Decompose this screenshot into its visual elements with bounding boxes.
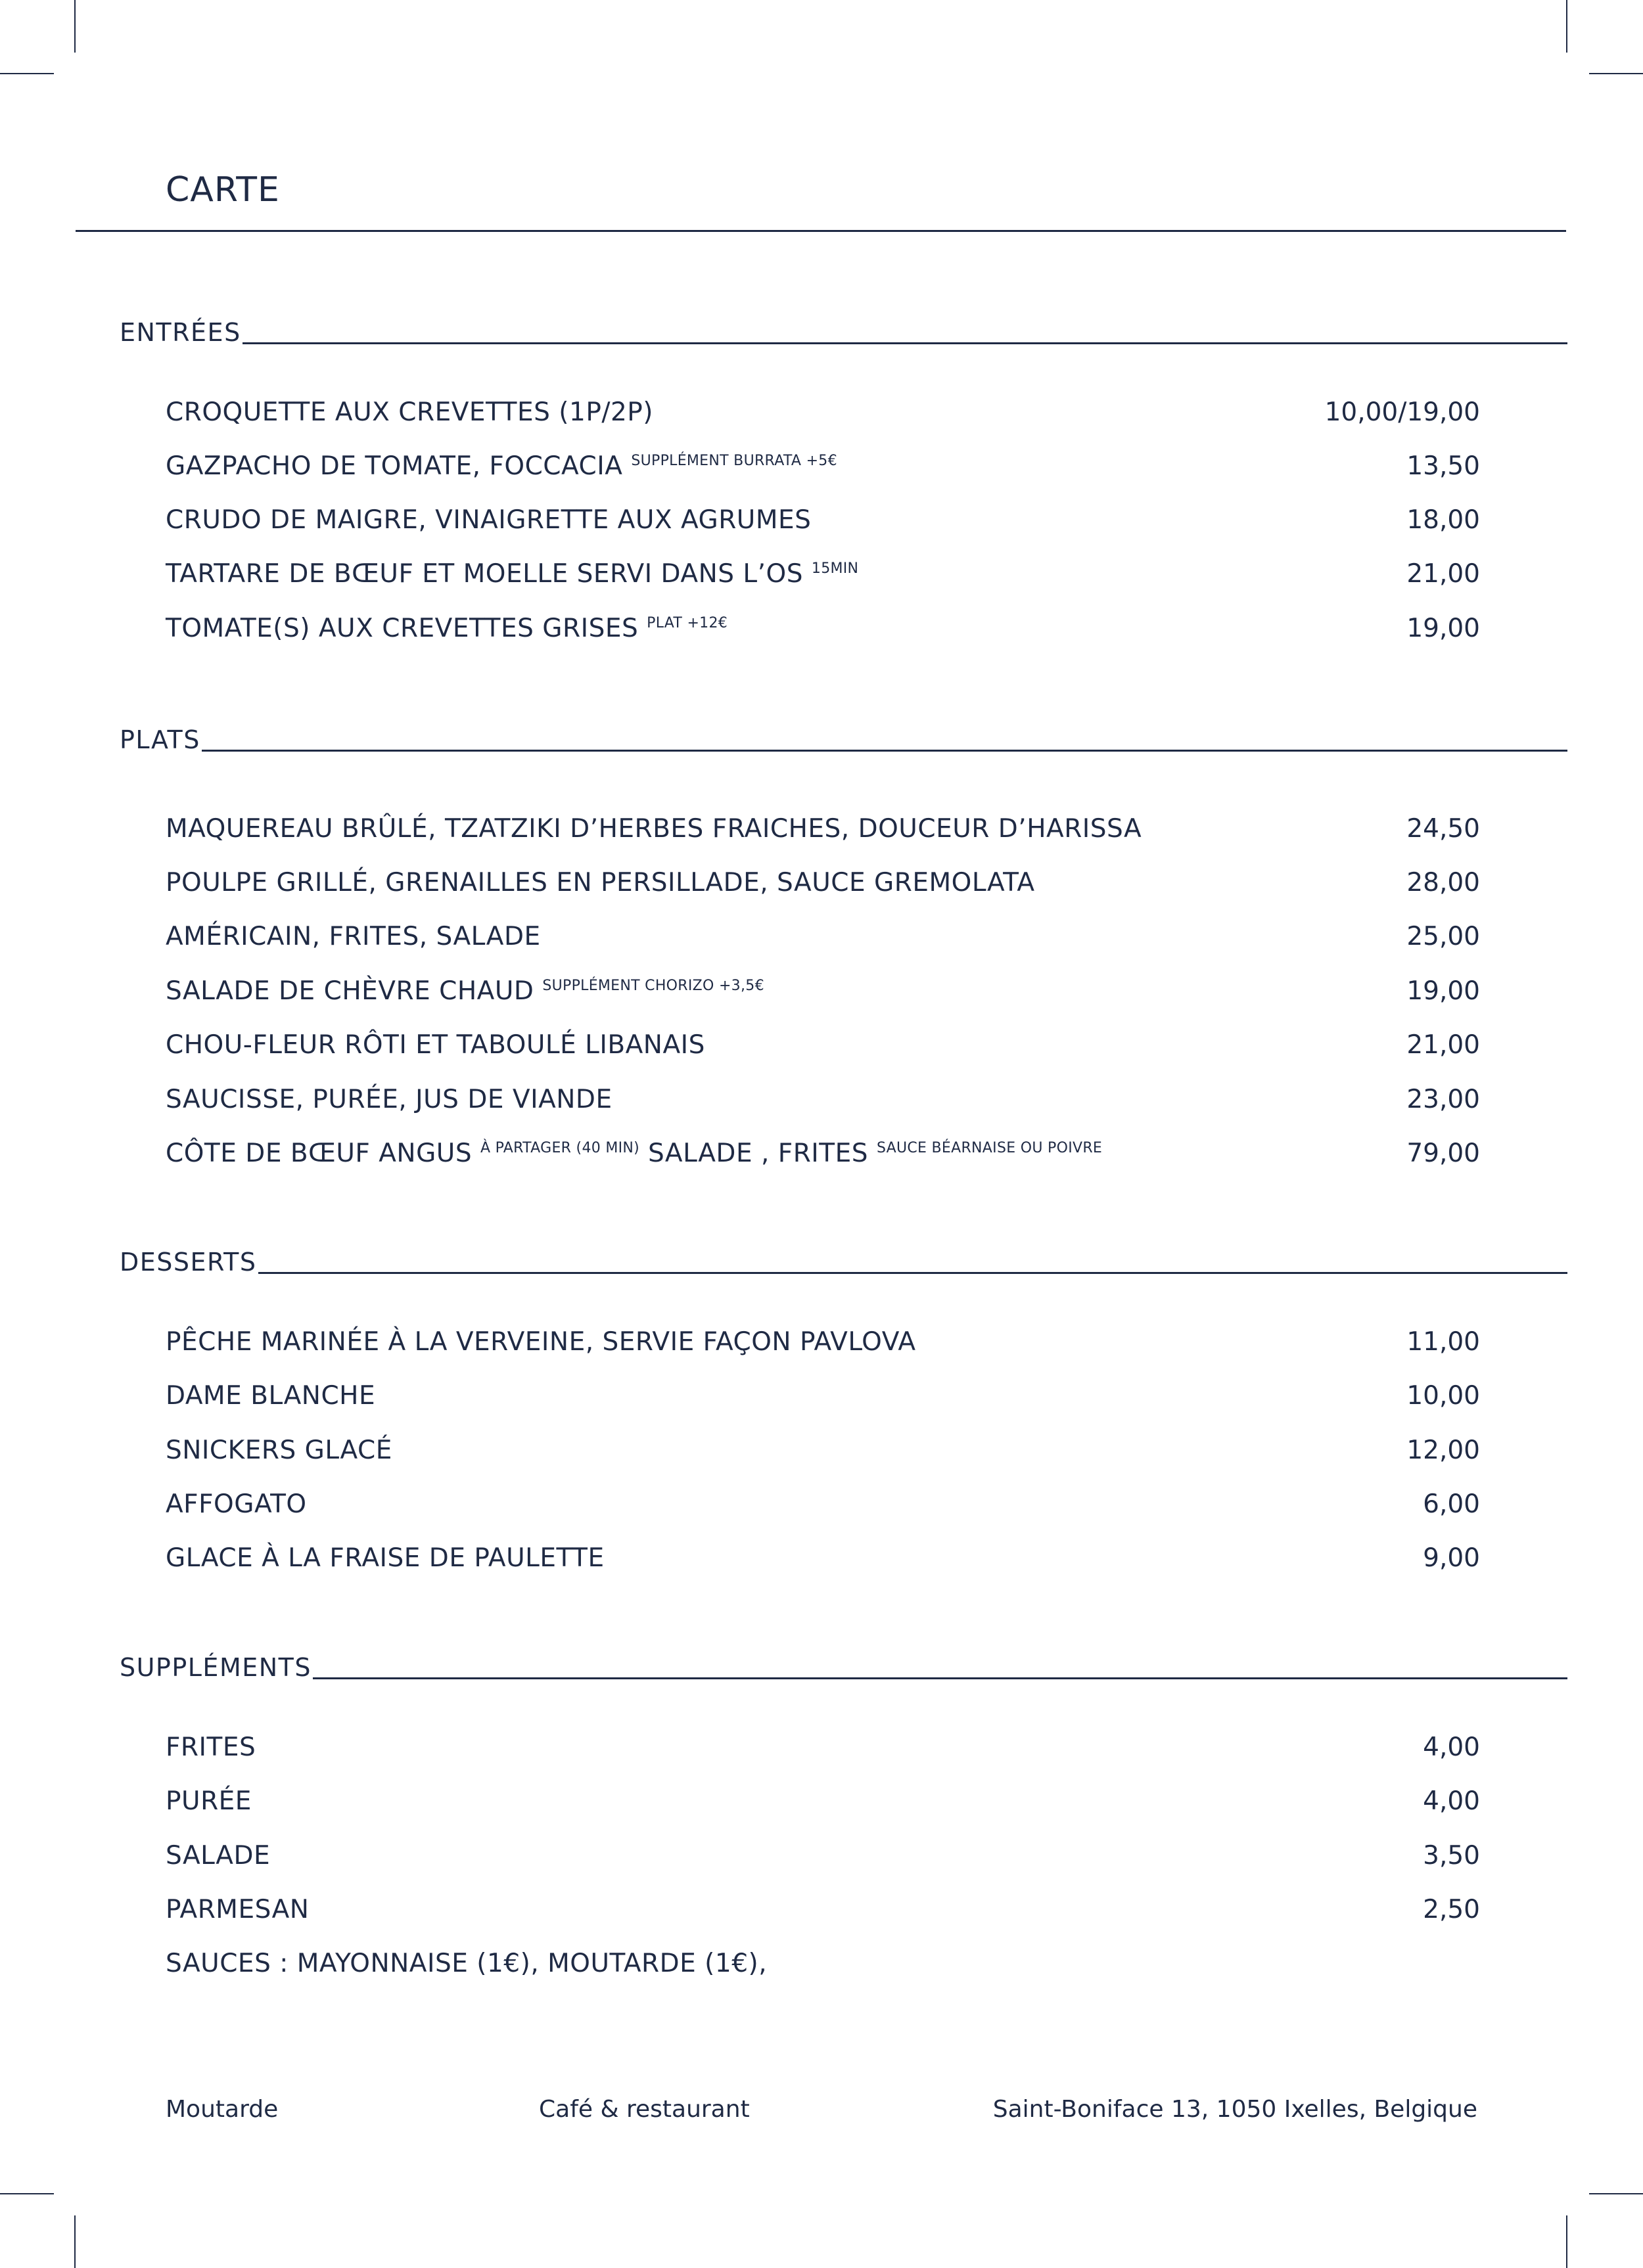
item-price: 3,50 bbox=[1423, 1841, 1480, 1871]
item-price: 6,00 bbox=[1423, 1489, 1480, 1519]
item-price: 4,00 bbox=[1423, 1786, 1480, 1816]
section-header bbox=[120, 715, 1567, 754]
menu-item bbox=[166, 501, 1480, 540]
item-note: PLAT +12€ bbox=[647, 615, 728, 631]
crop-mark bbox=[1566, 0, 1567, 53]
item-name: FRITES bbox=[166, 1733, 256, 1762]
item-price: 2,50 bbox=[1423, 1895, 1480, 1924]
item-price: 13,50 bbox=[1406, 451, 1480, 481]
menu-item bbox=[166, 447, 1480, 486]
item-name: CHOU-FLEUR RÔTI ET TABOULÉ LIBANAIS bbox=[166, 1030, 705, 1060]
item-note: À PARTAGER (40 MIN) bbox=[480, 1140, 640, 1156]
item-price: 4,00 bbox=[1423, 1733, 1480, 1762]
menu-item bbox=[166, 1376, 1480, 1416]
item-note: SUPPLÉMENT CHORIZO +3,5€ bbox=[542, 978, 764, 994]
menu-item bbox=[166, 1728, 1480, 1767]
item-name: PÊCHE MARINÉE À LA VERVEINE, SERVIE FAÇON PAVLOVA bbox=[166, 1327, 916, 1357]
item-name: POULPE GRILLÉ, GRENAILLES EN PERSILLADE, SAUCE GREMOLATA bbox=[166, 868, 1035, 897]
crop-mark bbox=[1589, 2193, 1643, 2194]
menu-item bbox=[166, 1026, 1480, 1065]
item-name: SNICKERS GLACÉ bbox=[166, 1436, 392, 1465]
item-price: 25,00 bbox=[1406, 922, 1480, 951]
crop-mark bbox=[74, 2215, 76, 2268]
item-price: 24,50 bbox=[1406, 814, 1480, 844]
section-header bbox=[120, 307, 1567, 347]
section-title: PLATS bbox=[120, 725, 200, 754]
menu-item bbox=[166, 609, 1480, 648]
item-price: 23,00 bbox=[1406, 1085, 1480, 1114]
section-divider bbox=[202, 750, 1567, 752]
item-name: AFFOGATO bbox=[166, 1489, 307, 1519]
section-header bbox=[120, 1643, 1567, 1682]
item-name: TARTARE DE BŒUF ET MOELLE SERVI DANS L’OS $^{15MIN}$ bbox=[166, 559, 859, 589]
item-price: 9,00 bbox=[1423, 1543, 1480, 1573]
menu-item bbox=[166, 863, 1480, 903]
item-price: 10,00 bbox=[1406, 1381, 1480, 1411]
item-name: MAQUEREAU BRÛLÉ, TZATZIKI D’HERBES FRAICHES, DOUCEUR D’HARISSA bbox=[166, 814, 1142, 844]
section-divider bbox=[243, 342, 1567, 344]
crop-mark bbox=[0, 2193, 54, 2194]
item-name: GLACE À LA FRAISE DE PAULETTE bbox=[166, 1543, 605, 1573]
item-note: SAUCE BÉARNAISE OU POIVRE bbox=[876, 1140, 1103, 1156]
menu-item bbox=[166, 809, 1480, 849]
item-price: 19,00 bbox=[1406, 976, 1480, 1006]
menu-item bbox=[166, 972, 1480, 1011]
menu-item bbox=[166, 1485, 1480, 1524]
item-name: SALADE DE CHÈVRE CHAUD $^{SUPPLÉMENT CHORIZO +3,5€}$ bbox=[166, 976, 764, 1006]
section-header bbox=[120, 1237, 1567, 1277]
menu-item bbox=[166, 1431, 1480, 1470]
menu-item bbox=[166, 1080, 1480, 1120]
menu-item bbox=[166, 1539, 1480, 1578]
item-note: SUPPLÉMENT BURRATA +5€ bbox=[631, 453, 837, 469]
item-price: 11,00 bbox=[1406, 1327, 1480, 1357]
item-name: PARMESAN bbox=[166, 1895, 310, 1924]
item-name: TOMATE(S) AUX CREVETTES GRISES $^{PLAT +12€}$ bbox=[166, 614, 728, 643]
menu-item bbox=[166, 1836, 1480, 1876]
section-title: DESSERTS bbox=[120, 1248, 257, 1277]
item-price: 12,00 bbox=[1406, 1436, 1480, 1465]
item-name: AMÉRICAIN, FRITES, SALADE bbox=[166, 922, 541, 951]
menu-item bbox=[166, 1890, 1480, 1930]
item-name: CRUDO DE MAIGRE, VINAIGRETTE AUX AGRUMES bbox=[166, 505, 812, 535]
item-price: 10,00/19,00 bbox=[1324, 397, 1480, 427]
crop-mark bbox=[1589, 73, 1643, 74]
item-name: CÔTE DE BŒUF ANGUS $^{À PARTAGER (40 MIN)}$ SALADE , FRITES $^{SAUCE BÉARNAISE OU POIVRE}$ bbox=[166, 1139, 1103, 1168]
item-price: 21,00 bbox=[1406, 1030, 1480, 1060]
item-name: CROQUETTE AUX CREVETTES (1P/2P) bbox=[166, 397, 654, 427]
item-note: 15MIN bbox=[811, 560, 859, 577]
section-title: SUPPLÉMENTS bbox=[120, 1653, 312, 1682]
item-name: PURÉE bbox=[166, 1786, 252, 1816]
menu-item bbox=[166, 917, 1480, 957]
menu-item bbox=[166, 1134, 1480, 1173]
item-price: 79,00 bbox=[1406, 1139, 1480, 1168]
item-price: 18,00 bbox=[1406, 505, 1480, 535]
section-divider bbox=[258, 1272, 1568, 1274]
item-name: SAUCES : MAYONNAISE (1€), MOUTARDE (1€), bbox=[166, 1949, 768, 1978]
item-name: SALADE bbox=[166, 1841, 271, 1871]
section-divider bbox=[313, 1677, 1567, 1679]
crop-mark bbox=[0, 73, 54, 74]
item-name: GAZPACHO DE TOMATE, FOCCACIA $^{SUPPLÉMENT BURRATA +5€}$ bbox=[166, 451, 837, 481]
footer-address: Saint-Boniface 13, 1050 Ixelles, Belgique bbox=[992, 2096, 1477, 2123]
section-title: ENTRÉES bbox=[120, 318, 241, 347]
footer-restaurant-name: Moutarde bbox=[166, 2096, 279, 2123]
title-divider bbox=[76, 230, 1566, 232]
item-name: SAUCISSE, PURÉE, JUS DE VIANDE bbox=[166, 1085, 613, 1114]
menu-item bbox=[166, 1323, 1480, 1362]
menu-item bbox=[166, 393, 1480, 432]
crop-mark bbox=[74, 0, 76, 53]
menu-item bbox=[166, 1944, 1480, 1984]
item-price: 21,00 bbox=[1406, 559, 1480, 589]
item-name: DAME BLANCHE bbox=[166, 1381, 376, 1411]
page-title: CARTE bbox=[166, 170, 280, 210]
item-price: 19,00 bbox=[1406, 614, 1480, 643]
menu-item bbox=[166, 555, 1480, 594]
footer-tagline: Café & restaurant bbox=[539, 2096, 750, 2123]
menu-item bbox=[166, 1782, 1480, 1821]
item-price: 28,00 bbox=[1406, 868, 1480, 897]
crop-mark bbox=[1566, 2215, 1567, 2268]
